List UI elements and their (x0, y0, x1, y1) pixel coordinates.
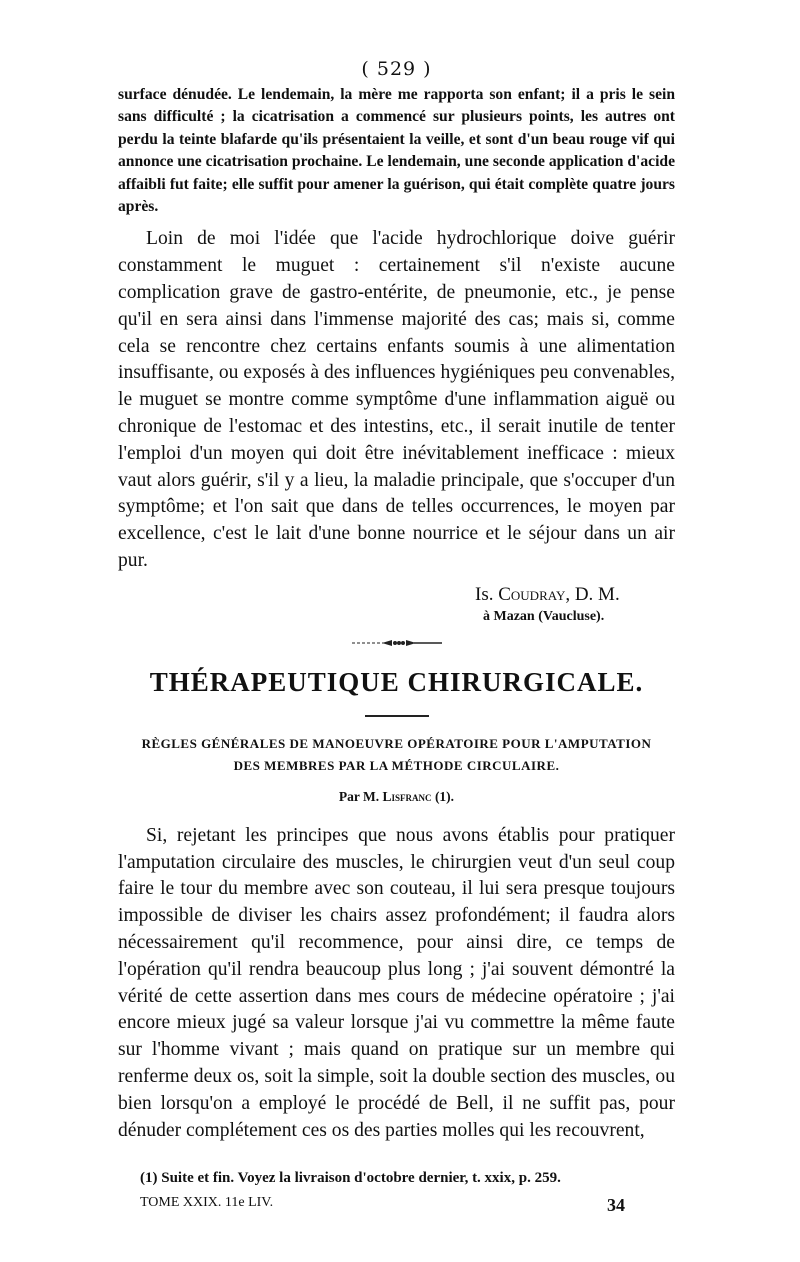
page-footer (118, 1195, 675, 1216)
volume-info: TOME XXIX. 11e LIV. (140, 1195, 274, 1211)
title-rule (365, 715, 429, 717)
author-signature: Is. Coudray, D. M. (475, 583, 620, 605)
article-title-line2: DES MEMBRES PAR LA MÉTHODE CIRCULAIRE. (233, 757, 560, 773)
footnote: (1) Suite et fin. Voyez la livraison d'octobre dernier, t. xxix, p. 259. (140, 1170, 561, 1187)
signature-name: Coudray (498, 583, 566, 605)
paragraph-muguet: Loin de moi l'idée que l'acide hydrochlorique doive guérir constamment le muguet : certainement s'il n'existe aucune complication grave de gastro-entérite, de pneumonie, etc., je pense qu'il en sera ainsi dans l'immense majorité des cas; mais si, comme cela se rencontre chez certains enfants soumis à une alimentation insuffisante, ou exposés à des influences hygiéniques peu convenables, le muguet se montre comme symptôme d'une inflammation aiguë ou chronique de l'estomac et des intestins, etc., il serait inutile de tenter l'emploi d'un moyen qui doit être inévitablement inefficace : mieux vaut alors guérir, s'il y a lieu, la maladie principale, que s'occuper d'un symptôme; et l'on sait que dans de telles occurrences, le moyen par excellence, c'est le lait d'une bonne nourrice et le séjour dans un air pur. (118, 228, 675, 571)
ornament-divider (352, 637, 442, 649)
section-title: THÉRAPEUTIQUE CHIRURGICALE. (149, 666, 644, 697)
continued-paragraph: surface dénudée. Le lendemain, la mère me rapporta son enfant; il a pris le sein sans difficulté ; la cicatrisation a commencé sur plusieurs points, les autres ont perdu la teinte blafarde qu'ils présentaient la veille, et sont d'un beau rouge vif qui annonce une cicatrisation prochaine. Le lendemain, une seconde application d'acide affaibli fut faite; elle suffit pour amener la guérison, qui était complète quatre jours après. (118, 86, 675, 216)
page-number: ( 529 ) (361, 58, 432, 80)
document-page (118, 58, 675, 1216)
signature-initial: Is. (475, 583, 494, 605)
byline-author: Lisfranc (382, 788, 432, 804)
footnote-reference: (1). (434, 788, 455, 804)
byline-prefix: Par M. (338, 788, 380, 804)
article-title-line1: RÈGLES GÉNÉRALES DE MANOEUVRE OPÉRATOIRE POUR L'AMPUTATION (141, 735, 652, 751)
paragraph-amputation: Si, rejetant les principes que nous avons établis pour pratiquer l'amputation circulaire des muscles, le chirurgien veut d'un seul coup faire le tour du membre avec son couteau, il lui sera presque toujours impossible de diviser les chairs assez profondément; il faudra alors nécessairement qu'il recommence, pour ainsi dire, ce temps de l'opération qu'il rendra beaucoup plus long ; j'ai souvent démontré la vérité de cette assertion dans mes cours de médecine opératoire ; j'ai encore mieux jugé sa valeur lorsque j'ai vu commettre la même faute sur l'homme vivant ; mais quand on pratique sur un membre qui renferme deux os, soit la simple, soit la double section des muscles, ou bien lorsqu'on a employé le procédé de Bell, il ne suffit pas, pour dénuder complétement ces os des parties molles qui les recouvrent, (118, 824, 675, 1141)
signature-title: D. M. (574, 583, 620, 605)
signature-place: à Mazan (Vaucluse). (483, 608, 605, 624)
signature-mark: 34 (607, 1195, 625, 1216)
byline (118, 789, 675, 805)
